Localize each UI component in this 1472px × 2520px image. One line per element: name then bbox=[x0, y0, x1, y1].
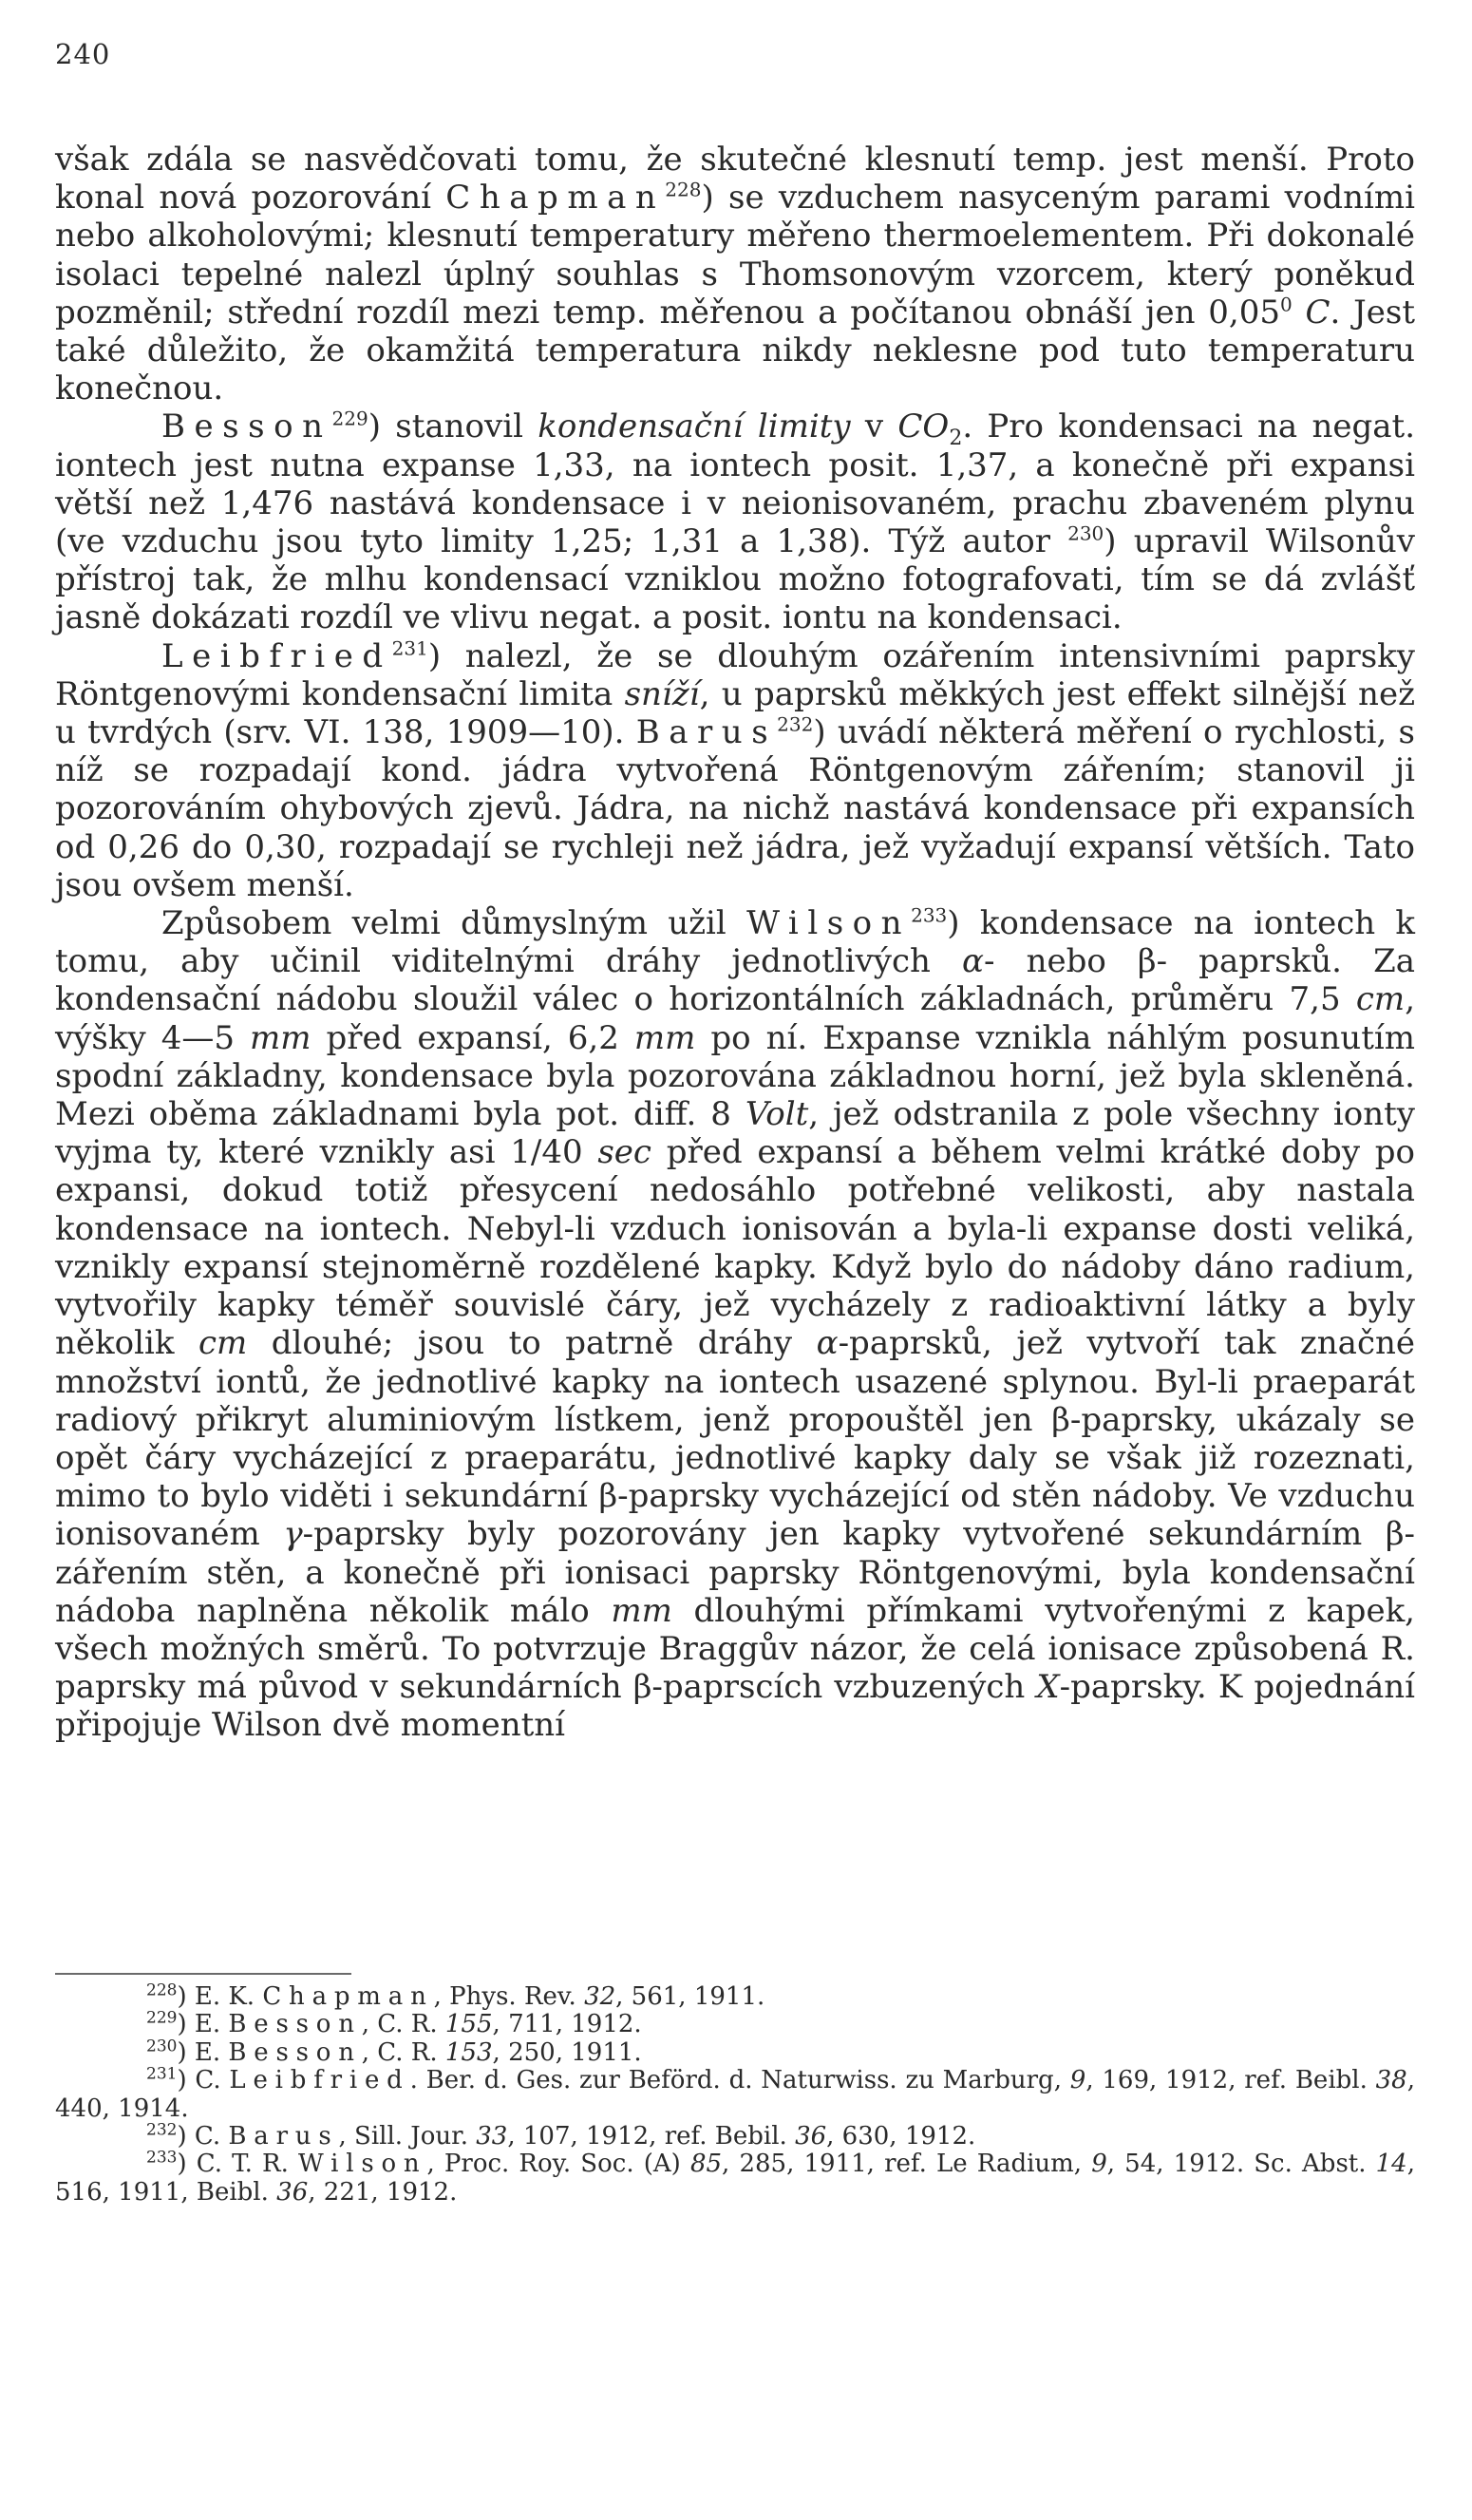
author-name: Chapman bbox=[262, 1982, 434, 2011]
author-name: Leibfried bbox=[161, 636, 392, 675]
footnotes bbox=[55, 1980, 1415, 2207]
paragraph-1 bbox=[55, 141, 1415, 407]
text-run: ) C. T. R. bbox=[177, 2150, 299, 2179]
footnote-ref: 232 bbox=[777, 712, 814, 736]
author-name: Besson bbox=[161, 407, 332, 446]
text-run: . Ber. d. Ges. zur Beförd. d. Naturwiss. zu Marburg, bbox=[409, 2066, 1070, 2095]
footnote-number: 229 bbox=[146, 2008, 178, 2028]
text-run: . Pro kondensaci na negat. iontech jest nutna expanse 1,33, na iontech posit. 1,37, a konečně při expansi větší než 1,476 nastává kondensace i v neionisovaném, prachu zbaveném plynu (ve vzduchu jsou tyto limity 1,25; 1,31 a 1,38). Týž autor bbox=[55, 407, 1416, 561]
footnote-number: 231 bbox=[146, 2064, 178, 2084]
author-name: Chapman bbox=[445, 179, 666, 218]
text-run: , Phys. Rev. bbox=[433, 1982, 585, 2011]
unit-label: C bbox=[1305, 293, 1330, 332]
text-run: , 630, 1912. bbox=[826, 2122, 976, 2151]
text-run: , Sill. Jour. bbox=[338, 2122, 477, 2151]
text-run: však zdála se nasvědčovati tomu, že skutečné klesnutí temp. jest menší. Proto konal nová pozorování bbox=[55, 141, 1415, 218]
footnote-number: 232 bbox=[146, 2120, 178, 2140]
footnote-ref: 231 bbox=[391, 636, 428, 660]
text-run: ) se vzduchem nasyceným parami vodními nebo alkoholovými; klesnutí temperatury měřeno thermoelementem. Při dokonalé isolaci tepelné nalezl úplný souhlas s Thomsonovým vzorcem, který poněkud pozměnil; střední rozdíl mezi temp. měřenou a počítanou obnáší jen 0,05 bbox=[55, 179, 1415, 332]
symbol-alpha: α bbox=[816, 1324, 839, 1363]
text-run: -paprsků, jež vytvoří tak značné množství iontů, že jednotlivé kapky na iontech usazené splynou. Byl-li praeparát radiový přikryt aluminiovým lístkem, jenž propouštěl jen β-paprsky, ukázaly se opět čáry vycházející z praeparátu, jednotlivé kapky daly se však již rozeznati, mimo to bylo viděti i sekundární β-paprsky vycházející od stěn nádoby. Ve vzduchu ionisovaném bbox=[55, 1324, 1416, 1554]
text-run: , C. R. bbox=[361, 2010, 445, 2039]
unit-label: cm bbox=[198, 1324, 248, 1363]
volume: 36 bbox=[795, 2122, 827, 2151]
emphasis: kondensační limity bbox=[538, 407, 851, 446]
text-run: dlouhé; jsou to patrně dráhy bbox=[247, 1324, 817, 1363]
unit-label: sec bbox=[597, 1133, 651, 1172]
text-run: -paprsky byly pozorovány jen kapky vytvořené sekundárním β-zářením stěn, a konečně při ionisaci paprsky Röntgenovými, byla kondensační nádoba naplněna několik málo bbox=[55, 1515, 1415, 1630]
footnote bbox=[55, 2148, 1415, 2207]
volume: 9 bbox=[1091, 2150, 1107, 2179]
paragraph-4 bbox=[55, 904, 1415, 1744]
unit-label: Volt bbox=[745, 1095, 809, 1134]
text-run: Způsobem velmi důmyslným užil bbox=[161, 904, 747, 943]
footnote bbox=[55, 2039, 1415, 2067]
text-run: , 440, 1914. bbox=[55, 2066, 1415, 2123]
text-run: , 221, 1912. bbox=[308, 2177, 458, 2207]
text-run: ) C. bbox=[177, 2122, 229, 2151]
footnote bbox=[55, 2064, 1415, 2123]
text-run: . Jest také důležito, že okamžitá temperatura nikdy neklesne pod tuto temperaturu konečnou. bbox=[55, 293, 1416, 408]
volume: 32 bbox=[584, 1982, 616, 2011]
formula: CO bbox=[897, 407, 950, 446]
text-run: ) E. K. bbox=[177, 1982, 263, 2011]
text-run: po ní. Expanse vznikla náhlým posunutím spodní základny, kondensace byla pozorována základnou horní, jež byla skleněná. Mezi oběma základnami byla pot. diff. 8 bbox=[55, 1018, 1415, 1134]
volume: 85 bbox=[689, 2150, 723, 2179]
author-name: Besson bbox=[228, 2010, 362, 2039]
text-run: , 711, 1912. bbox=[492, 2010, 642, 2039]
text-run: -paprsky. K pojednání připojuje Wilson dvě momentní bbox=[55, 1668, 1415, 1745]
footnote bbox=[55, 2008, 1415, 2039]
text-run: ) nalezl, že se dlouhým ozářením intensivními paprsky Röntgenovými kondensační limita bbox=[55, 636, 1415, 713]
text-run: v bbox=[850, 407, 898, 446]
unit-label: mm bbox=[611, 1591, 672, 1630]
footnote-number: 233 bbox=[146, 2148, 178, 2168]
text-run: ) upravil Wilsonův přístroj tak, že mlhu kondensací vzniklou možno fotografovati, tím se dá zvlášť jasně dokázati rozdíl ve vlivu negat. a posit. iontu na kondensaci. bbox=[55, 522, 1415, 637]
text-run: ) C. bbox=[177, 2066, 230, 2095]
unit-label: cm bbox=[1355, 980, 1406, 1019]
volume: 33 bbox=[476, 2122, 508, 2151]
text-run: , u paprsků měkkých jest effekt silnější než u tvrdých (srv. VI. 138, 1909—10). bbox=[55, 674, 1415, 752]
author-name: Wilson bbox=[298, 2150, 427, 2179]
text-run: ) E. bbox=[177, 2037, 229, 2067]
paragraph-2 bbox=[55, 407, 1415, 636]
volume: 9 bbox=[1069, 2066, 1086, 2095]
footnote-ref: 229 bbox=[331, 407, 368, 431]
footnote-number: 230 bbox=[146, 2037, 178, 2056]
text-run: , C. R. bbox=[361, 2037, 445, 2067]
text-run: - nebo β- paprsků. Za kondensační nádobu sloužil válec o horizontálních základnách, průměru 7,5 bbox=[55, 942, 1415, 1019]
text-run: , 250, 1911. bbox=[492, 2037, 642, 2067]
text-run: před expansí, 6,2 bbox=[311, 1018, 634, 1057]
author-name: Leibfried bbox=[229, 2066, 410, 2095]
text-run: , 54, 1912. Sc. Abst. bbox=[1106, 2150, 1376, 2179]
footnote-ref: 233 bbox=[911, 903, 948, 927]
volume: 38 bbox=[1375, 2066, 1407, 2095]
volume: 155 bbox=[444, 2010, 493, 2039]
degree-mark: 0 bbox=[1280, 293, 1293, 316]
page-number: 240 bbox=[55, 38, 111, 70]
footnote-divider bbox=[55, 1973, 351, 1975]
text-run: ) E. bbox=[177, 2010, 229, 2039]
footnote bbox=[55, 2120, 1415, 2151]
text-run: , výšky 4—5 bbox=[55, 980, 1415, 1057]
footnote-ref: 228 bbox=[665, 178, 702, 201]
text-run: , jež odstranila z pole všechny ionty vyjma ty, které vznikly asi 1/40 bbox=[55, 1095, 1415, 1172]
text-run: , 169, 1912, ref. Beibl. bbox=[1085, 2066, 1376, 2095]
paragraph-3 bbox=[55, 637, 1415, 904]
text-run: , 516, 1911, Beibl. bbox=[55, 2150, 1415, 2207]
footnote bbox=[55, 1980, 1415, 2011]
footnote-ref: 230 bbox=[1067, 521, 1104, 545]
symbol-x: X bbox=[1036, 1668, 1060, 1707]
text-run: dlouhými přímkami vytvořenými z kapek, všech možných směrů. To potvrzuje Braggův názor, že celá ionisace způsobená R. paprsky má původ v sekundárních β-paprscích vzbuzených bbox=[55, 1591, 1415, 1707]
unit-label: mm bbox=[633, 1018, 696, 1057]
text-run: ) uvádí některá měření o rychlosti, s níž se rozpadají kond. jádra vytvořená Röntgenovým zářením; stanovil ji pozorováním ohybových zjevů. Jádra, na nichž nastává kondensace při expansích od 0,26 do 0,30, rozpadají se rychleji než jádra, jež vyžadují expansí větších. Tato jsou ovšem menší. bbox=[55, 713, 1415, 904]
text-run: ) kondensace na iontech k tomu, aby učinil viditelnými dráhy jednotlivých bbox=[55, 904, 1415, 981]
author-name: Besson bbox=[228, 2037, 362, 2067]
body-text bbox=[55, 141, 1415, 1745]
volume: 14 bbox=[1375, 2150, 1407, 2179]
text-run: , Proc. Roy. Soc. (A) bbox=[426, 2150, 690, 2179]
symbol-alpha: α bbox=[962, 942, 984, 981]
text-run: , 107, 1912, ref. Bebil. bbox=[507, 2122, 796, 2151]
volume: 153 bbox=[444, 2037, 493, 2067]
symbol-gamma: γ bbox=[283, 1515, 303, 1554]
footnote-number: 228 bbox=[146, 1980, 178, 2000]
formula-subscript: 2 bbox=[949, 426, 963, 451]
text-run: před expansí a během velmi krátké doby po expansi, dokud totiž přesycení nedosáhlo potřebné velikosti, aby nastala kondensace na iontech. Nebyl-li vzduch ionisován a byla-li expanse dosti veliká, vznikly expansí stejnoměrně rozdělené kapky. Když bylo do nádoby dáno radium, vytvořily kapky téměř souvislé čáry, jež vycházely z radioaktivní látky a byly několik bbox=[55, 1133, 1415, 1363]
volume: 36 bbox=[276, 2177, 309, 2207]
text-run: ) stanovil bbox=[368, 407, 538, 446]
author-name: Barus bbox=[635, 713, 778, 752]
author-name: Barus bbox=[228, 2122, 339, 2151]
emphasis: sníží bbox=[624, 674, 700, 713]
text-run: , 285, 1911, ref. Le Radium, bbox=[722, 2150, 1092, 2179]
unit-label: mm bbox=[249, 1018, 311, 1057]
author-name: Wilson bbox=[746, 904, 912, 943]
text-run: , 561, 1911. bbox=[615, 1982, 765, 2011]
